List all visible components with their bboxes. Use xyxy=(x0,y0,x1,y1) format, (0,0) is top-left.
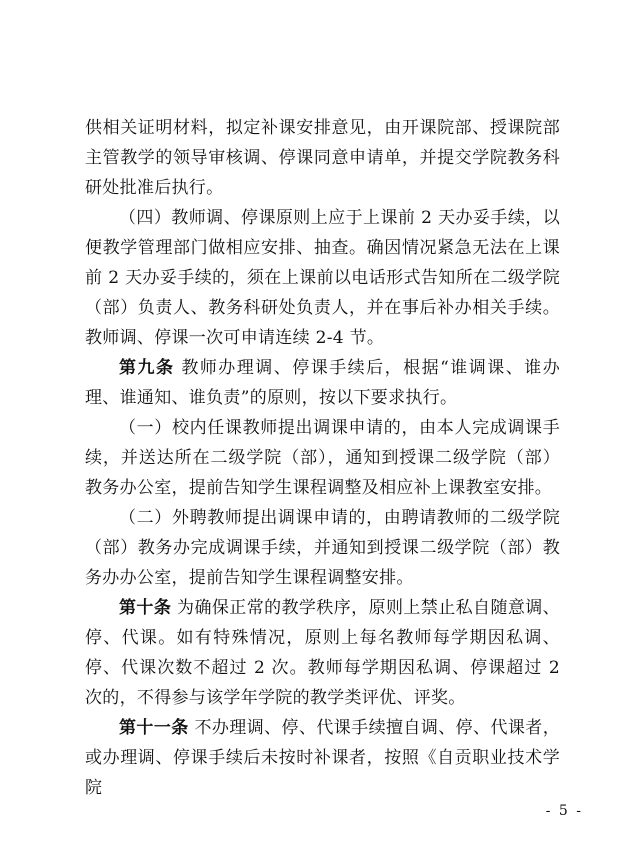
article-11 xyxy=(85,713,560,803)
paragraph-1-text: 供相关证明材料，拟定补课安排意见，由开课院部、授课院部主管教学的领导审核调、停课同意申请单，并提交学院教务科研处批准后执行。 xyxy=(85,118,560,198)
paragraph-5-text: （二）外聘教师提出调课申请的，由聘请教师的二级学院（部）教务办完成调课手续，并通知到授课二级学院（部）教务办办公室，提前告知学生课程调整安排。 xyxy=(85,508,560,588)
article-10-text: 为确保正常的教学秩序，原则上禁止私自随意调、停、代课。如有特殊情况，原则上每名教师每学期因私调、停、代课次数不超过 2 次。教师每学期因私调、停课超过 2 次的，不得参与该学年学院的教学类评优、评奖。 xyxy=(85,598,560,708)
paragraph-1 xyxy=(85,113,560,203)
article-10 xyxy=(85,593,560,713)
paragraph-2 xyxy=(85,203,560,353)
page-number: - 5 - xyxy=(545,803,583,819)
article-10-heading: 第十条 xyxy=(119,598,172,618)
paragraph-4-text: （一）校内任课教师提出调课申请的，由本人完成调课手续，并送达所在二级学院（部），通知到授课二级学院（部）教务办公室，提前告知学生课程调整及相应补上课教室安排。 xyxy=(85,418,560,498)
article-9-text: 教师办理调、停课手续后，根据“谁调课、谁办理、谁通知、谁负责”的原则，按以下要求执行。 xyxy=(85,358,560,408)
article-11-heading: 第十一条 xyxy=(119,718,189,738)
article-9 xyxy=(85,353,560,413)
paragraph-5 xyxy=(85,503,560,593)
article-11-text: 不办理调、停、代课手续擅自调、停、代课者，或办理调、停课手续后未按时补课者，按照《自贡职业技术学院 xyxy=(85,718,560,798)
article-9-heading: 第九条 xyxy=(119,358,175,378)
paragraph-2-text: （四）教师调、停课原则上应于上课前 2 天办妥手续，以便教学管理部门做相应安排、抽查。确因情况紧急无法在上课前 2 天办妥手续的，须在上课前以电话形式告知所在二级学院（部）负责人、教务科研处负责人，并在事后补办相关手续。教师调、停课一次可申请连续 2-4 节。 xyxy=(85,208,560,348)
paragraph-4 xyxy=(85,413,560,503)
